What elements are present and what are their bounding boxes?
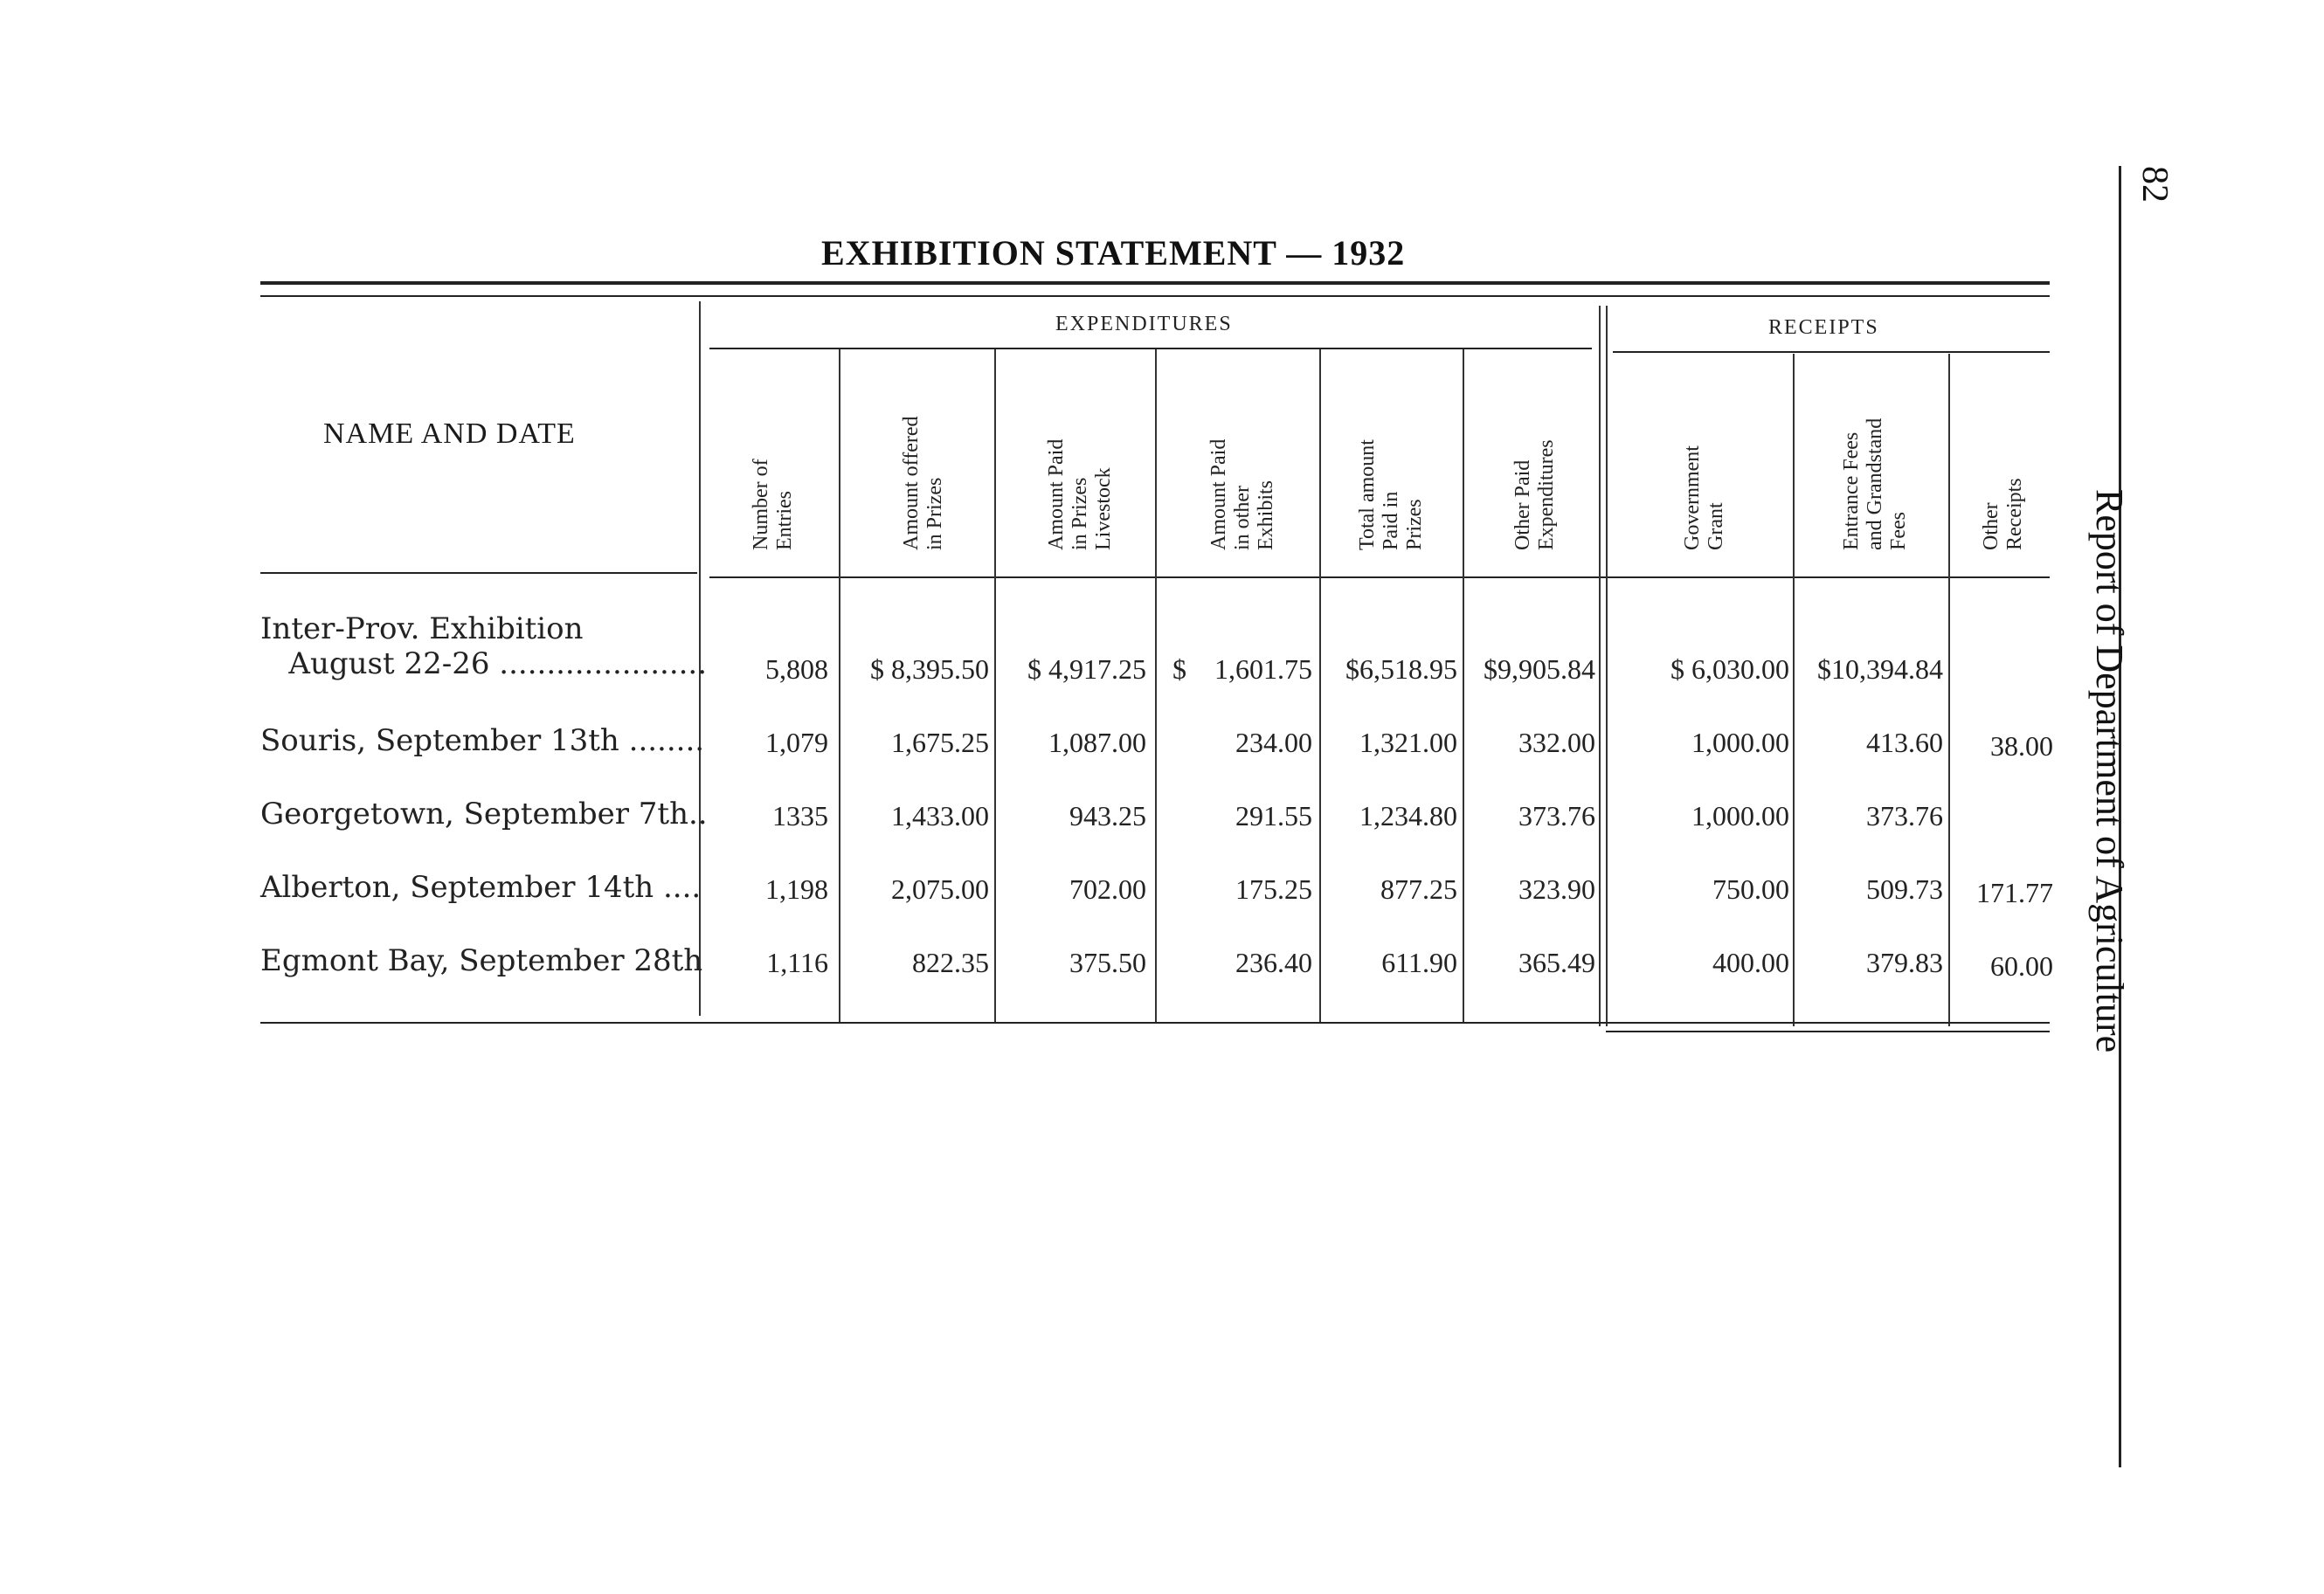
table-cell: 175.25 <box>1235 873 1312 905</box>
table-cell: 1,675.25 <box>891 727 989 758</box>
expenditures-label: EXPENDITURES <box>1055 313 1233 335</box>
header-rule-left <box>260 572 697 574</box>
table-cell: 400.00 <box>1712 947 1789 978</box>
table-cell: 1,321.00 <box>1359 727 1457 758</box>
table-cell: 1,433.00 <box>891 800 989 832</box>
table-cell: 2,075.00 <box>891 873 989 905</box>
col-header-entries: Number of Entries <box>750 459 796 550</box>
table-cell: 1,116 <box>766 947 828 978</box>
table-cell: 236.40 <box>1235 947 1312 978</box>
table-cell: 5,808 <box>765 653 828 685</box>
divider-col3 <box>1155 349 1157 1022</box>
divider-col2 <box>994 349 996 1022</box>
expenditures-underline <box>709 348 1592 349</box>
table-cell: 1,000.00 <box>1691 727 1789 758</box>
divider-col1 <box>839 349 840 1022</box>
table-cell: 38.00 <box>1990 730 2053 762</box>
col-header-paid-other: Amount Paid in other Exhibits <box>1207 438 1277 550</box>
table-cell: 750.00 <box>1712 873 1789 905</box>
table-cell: 1,000.00 <box>1691 800 1789 832</box>
divider-group-b <box>1606 306 1608 1026</box>
receipts-underline <box>1613 351 2050 353</box>
table-cell: 1,234.80 <box>1359 800 1457 832</box>
divider-col4 <box>1319 349 1321 1022</box>
table-cell: 509.73 <box>1866 873 1943 905</box>
page-number: 82 <box>2134 166 2175 203</box>
table-cell: 1,079 <box>765 727 828 758</box>
top-rule <box>260 281 2050 285</box>
divider-col8 <box>1948 354 1950 1026</box>
divider-col7 <box>1793 354 1795 1026</box>
col-header-amount-offered: Amount offered in Prizes <box>900 416 946 550</box>
table-cell: 332.00 <box>1518 727 1595 758</box>
name-and-date-header: NAME AND DATE <box>323 417 576 450</box>
row-name: Souris, September 13th ........ <box>260 723 705 758</box>
table-cell: $9,905.84 <box>1484 653 1595 685</box>
table-cell: $ 6,030.00 <box>1670 653 1789 685</box>
table-cell: 702.00 <box>1069 873 1146 905</box>
page-title: EXHIBITION STATEMENT — 1932 <box>821 233 1406 273</box>
header-rule-right <box>709 576 2050 578</box>
table-cell: $10,394.84 <box>1817 653 1943 685</box>
table-cell: 234.00 <box>1235 727 1312 758</box>
divider-col5 <box>1463 349 1464 1022</box>
col-header-total-paid: Total amount Paid in Prizes <box>1356 439 1426 550</box>
table-cell: $ 4,917.25 <box>1027 653 1146 685</box>
col-header-paid-livestock: Amount Paid in Prizes Livestock <box>1045 438 1115 550</box>
table-cell: 373.76 <box>1518 800 1595 832</box>
table-cell: 375.50 <box>1069 947 1146 978</box>
table-cell: 379.83 <box>1866 947 1943 978</box>
table-cell: 822.35 <box>912 947 989 978</box>
table-cell: 1,198 <box>765 873 828 905</box>
table-cell: 373.76 <box>1866 800 1943 832</box>
row-name: Inter-Prov. Exhibition <box>260 611 584 646</box>
row-name: Egmont Bay, September 28th <box>260 943 703 978</box>
col-header-entrance-fees: Entrance Fees and Grandstand Fees <box>1840 417 1910 550</box>
col-header-other-receipts: Other Receipts <box>1980 478 2026 550</box>
table-cell: 413.60 <box>1866 727 1943 758</box>
table-cell: 323.90 <box>1518 873 1595 905</box>
bottom-rule-right <box>1606 1031 2050 1032</box>
table-cell: 611.90 <box>1381 947 1457 978</box>
receipts-label: RECEIPTS <box>1768 316 1879 339</box>
table-cell: $6,518.95 <box>1345 653 1457 685</box>
col-header-other-expenditures: Other Paid Expenditures <box>1511 439 1558 550</box>
row-name-sub: August 22-26 ...................... <box>260 646 708 681</box>
row-name: Alberton, September 14th .... <box>260 870 702 905</box>
table-cell: 171.77 <box>1976 877 2053 908</box>
top-rule-thin <box>260 295 2050 297</box>
running-head: Report of Department of Agriculture <box>2088 489 2131 1053</box>
bottom-rule <box>260 1022 2050 1024</box>
table-cell: 365.49 <box>1518 947 1595 978</box>
col-header-government-grant: Government Grant <box>1681 445 1727 550</box>
table-cell: 1335 <box>772 800 828 832</box>
table-cell: $ 1,601.75 <box>1172 653 1312 685</box>
table-cell: 291.55 <box>1235 800 1312 832</box>
table-cell: $ 8,395.50 <box>870 653 989 685</box>
table-cell: 1,087.00 <box>1048 727 1146 758</box>
row-name: Georgetown, September 7th.. <box>260 797 708 832</box>
divider-group-a <box>1599 306 1601 1026</box>
table-cell: 943.25 <box>1069 800 1146 832</box>
table-cell: 877.25 <box>1380 873 1457 905</box>
table-cell: 60.00 <box>1990 950 2053 982</box>
